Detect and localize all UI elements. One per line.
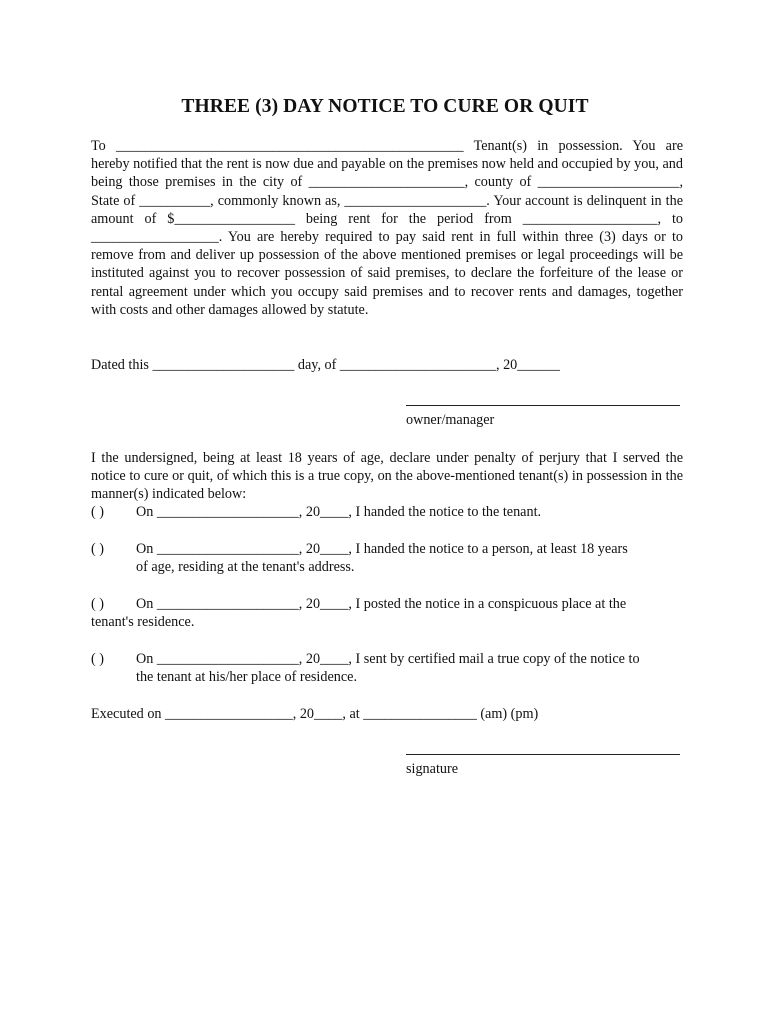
service-option-2 <box>91 540 683 576</box>
executed-line: Executed on __________________, 20____, at ________________ (am) (pm) <box>91 706 539 722</box>
service-checkbox-2[interactable]: ( ) <box>91 541 104 557</box>
service-checkbox-3[interactable]: ( ) <box>91 596 104 612</box>
service-option-1-text: On ____________________, 20____, I handed the notice to the tenant. <box>136 504 542 520</box>
service-option-1 <box>91 503 683 521</box>
owner-signature-line <box>406 405 680 406</box>
service-option-2-continuation: of age, residing at the tenant's address. <box>136 559 355 576</box>
notice-paragraph: To _________________________________________________ Tenant(s) in possession. You are hereby notified that the rent is now due and payable on the premises now held and occupied by you, and being those premises in the city of ______________________, county of ____________________, State of __________, commonly known as, ____________________. Your account is delinquent in the amount of $_________________ being rent for the period from ___________________, to __________________. You are hereby required to pay said rent in full within three (3) days or to remove from and deliver up possession of the above mentioned premises or legal proceedings will be instituted against you to recover possession of said premises, to declare the forfeiture of the lease or rental agreement under which you occupy said premises and to recover rents and damages, together with costs and other damages allowed by statute. <box>91 138 683 318</box>
service-checkbox-1[interactable]: ( ) <box>91 504 104 520</box>
service-option-3 <box>91 595 683 631</box>
service-option-4-continuation: the tenant at his/her place of residence. <box>136 669 357 686</box>
service-option-2-text: On ____________________, 20____, I handed the notice to a person, at least 18 years <box>136 541 628 557</box>
service-option-4 <box>91 650 683 686</box>
declaration-paragraph: I the undersigned, being at least 18 years of age, declare under penalty of perjury that I served the notice to cure or quit, of which this is a true copy, on the above-mentioned tenant(s) in possession in the manner(s) indicated below: <box>91 450 683 503</box>
service-option-4-text: On ____________________, 20____, I sent by certified mail a true copy of the notice to <box>136 651 640 667</box>
service-checkbox-4[interactable]: ( ) <box>91 651 104 667</box>
owner-manager-label: owner/manager <box>406 412 495 428</box>
dated-line: Dated this ____________________ day, of ______________________, 20______ <box>91 357 560 373</box>
service-option-3-text: On ____________________, 20____, I posted the notice in a conspicuous place at the <box>136 596 627 612</box>
document-title: THREE (3) DAY NOTICE TO CURE OR QUIT <box>181 96 589 117</box>
signature-label: signature <box>406 761 459 777</box>
service-option-3-continuation: tenant's residence. <box>91 614 195 631</box>
signature-line <box>406 754 680 755</box>
